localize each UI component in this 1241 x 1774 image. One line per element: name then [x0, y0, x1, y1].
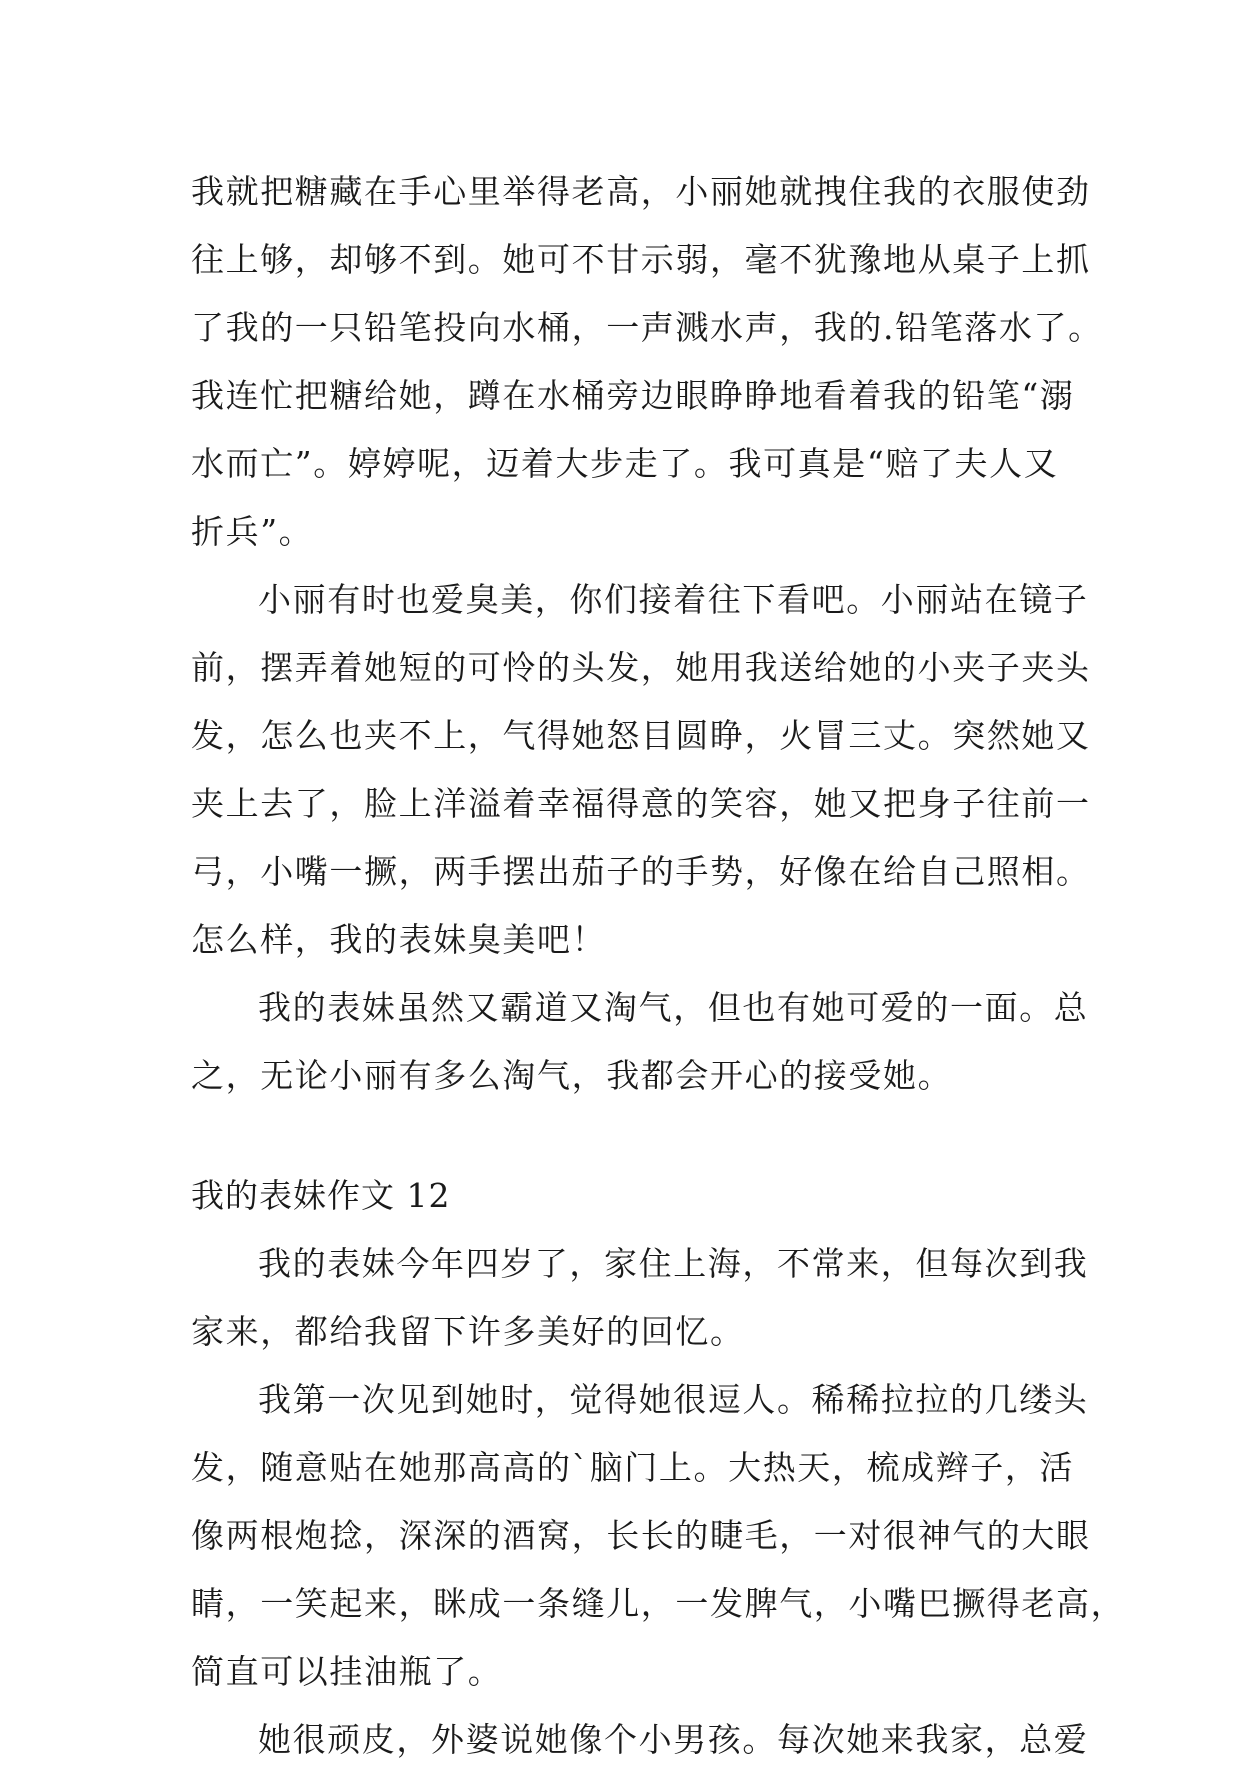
- text-line: 发，随意贴在她那高高的`脑门上。大热天，梳成辫子，活: [191, 1448, 1075, 1487]
- text-line: 睛，一笑起来，眯成一条缝儿，一发脾气，小嘴巴撅得老高，: [191, 1584, 1126, 1623]
- paragraph: [191, 1706, 1089, 1774]
- text-line: 水而亡”。婷婷呢，迈着大步走了。我可真是“赔了夫人又: [191, 444, 1059, 483]
- text-line: 往上够，却够不到。她可不甘示弱，毫不犹豫地从桌子上抓: [191, 240, 1091, 279]
- paragraph: [191, 974, 1089, 1110]
- text-line: 我的表妹今年四岁了，家住上海，不常来，但每次到我: [258, 1244, 1089, 1283]
- text-line: 怎么样，我的表妹臭美吧！: [191, 920, 607, 959]
- text-line: 弓，小嘴一撅，两手摆出茄子的手势，好像在给自己照相。: [191, 852, 1091, 891]
- text-line: 小丽有时也爱臭美，你们接着往下看吧。小丽站在镜子: [258, 580, 1089, 619]
- text-line: 简直可以挂油瓶了。: [191, 1652, 503, 1691]
- section-spacer: [191, 1110, 1071, 1162]
- text-line: 之，无论小丽有多么淘气，我都会开心的接受她。: [191, 1056, 953, 1095]
- text-line: 折兵”。: [191, 512, 314, 551]
- text-line: 家来，都给我留下许多美好的回忆。: [191, 1312, 745, 1351]
- paragraph: [191, 158, 1103, 566]
- document-page: [191, 158, 1126, 1774]
- paragraph: [191, 1366, 1126, 1706]
- paragraph: [191, 1230, 1089, 1366]
- text-line: 了我的一只铅笔投向水桶，一声溅水声，我的.铅笔落水了。: [191, 308, 1103, 347]
- section-title: 我的表妹作文 12: [191, 1176, 451, 1215]
- paragraph: [191, 566, 1091, 974]
- text-line: 我第一次见到她时，觉得她很逗人。稀稀拉拉的几缕头: [258, 1380, 1089, 1419]
- text-line: 她很顽皮，外婆说她像个小男孩。每次她来我家，总爱: [258, 1720, 1089, 1759]
- text-line: 像两根炮捻，深深的酒窝，长长的睫毛，一对很神气的大眼: [191, 1516, 1091, 1555]
- text-line: 我连忙把糖给她，蹲在水桶旁边眼睁睁地看着我的铅笔“溺: [191, 376, 1075, 415]
- text-line: 我就把糖藏在手心里举得老高，小丽她就拽住我的衣服使劲: [191, 172, 1091, 211]
- text-line: 我的表妹虽然又霸道又淘气，但也有她可爱的一面。总: [258, 988, 1089, 1027]
- text-line: 夹上去了，脸上洋溢着幸福得意的笑容，她又把身子往前一: [191, 784, 1091, 823]
- text-line: 发，怎么也夹不上，气得她怒目圆睁，火冒三丈。突然她又: [191, 716, 1091, 755]
- text-line: 前，摆弄着她短的可怜的头发，她用我送给她的小夹子夹头: [191, 648, 1091, 687]
